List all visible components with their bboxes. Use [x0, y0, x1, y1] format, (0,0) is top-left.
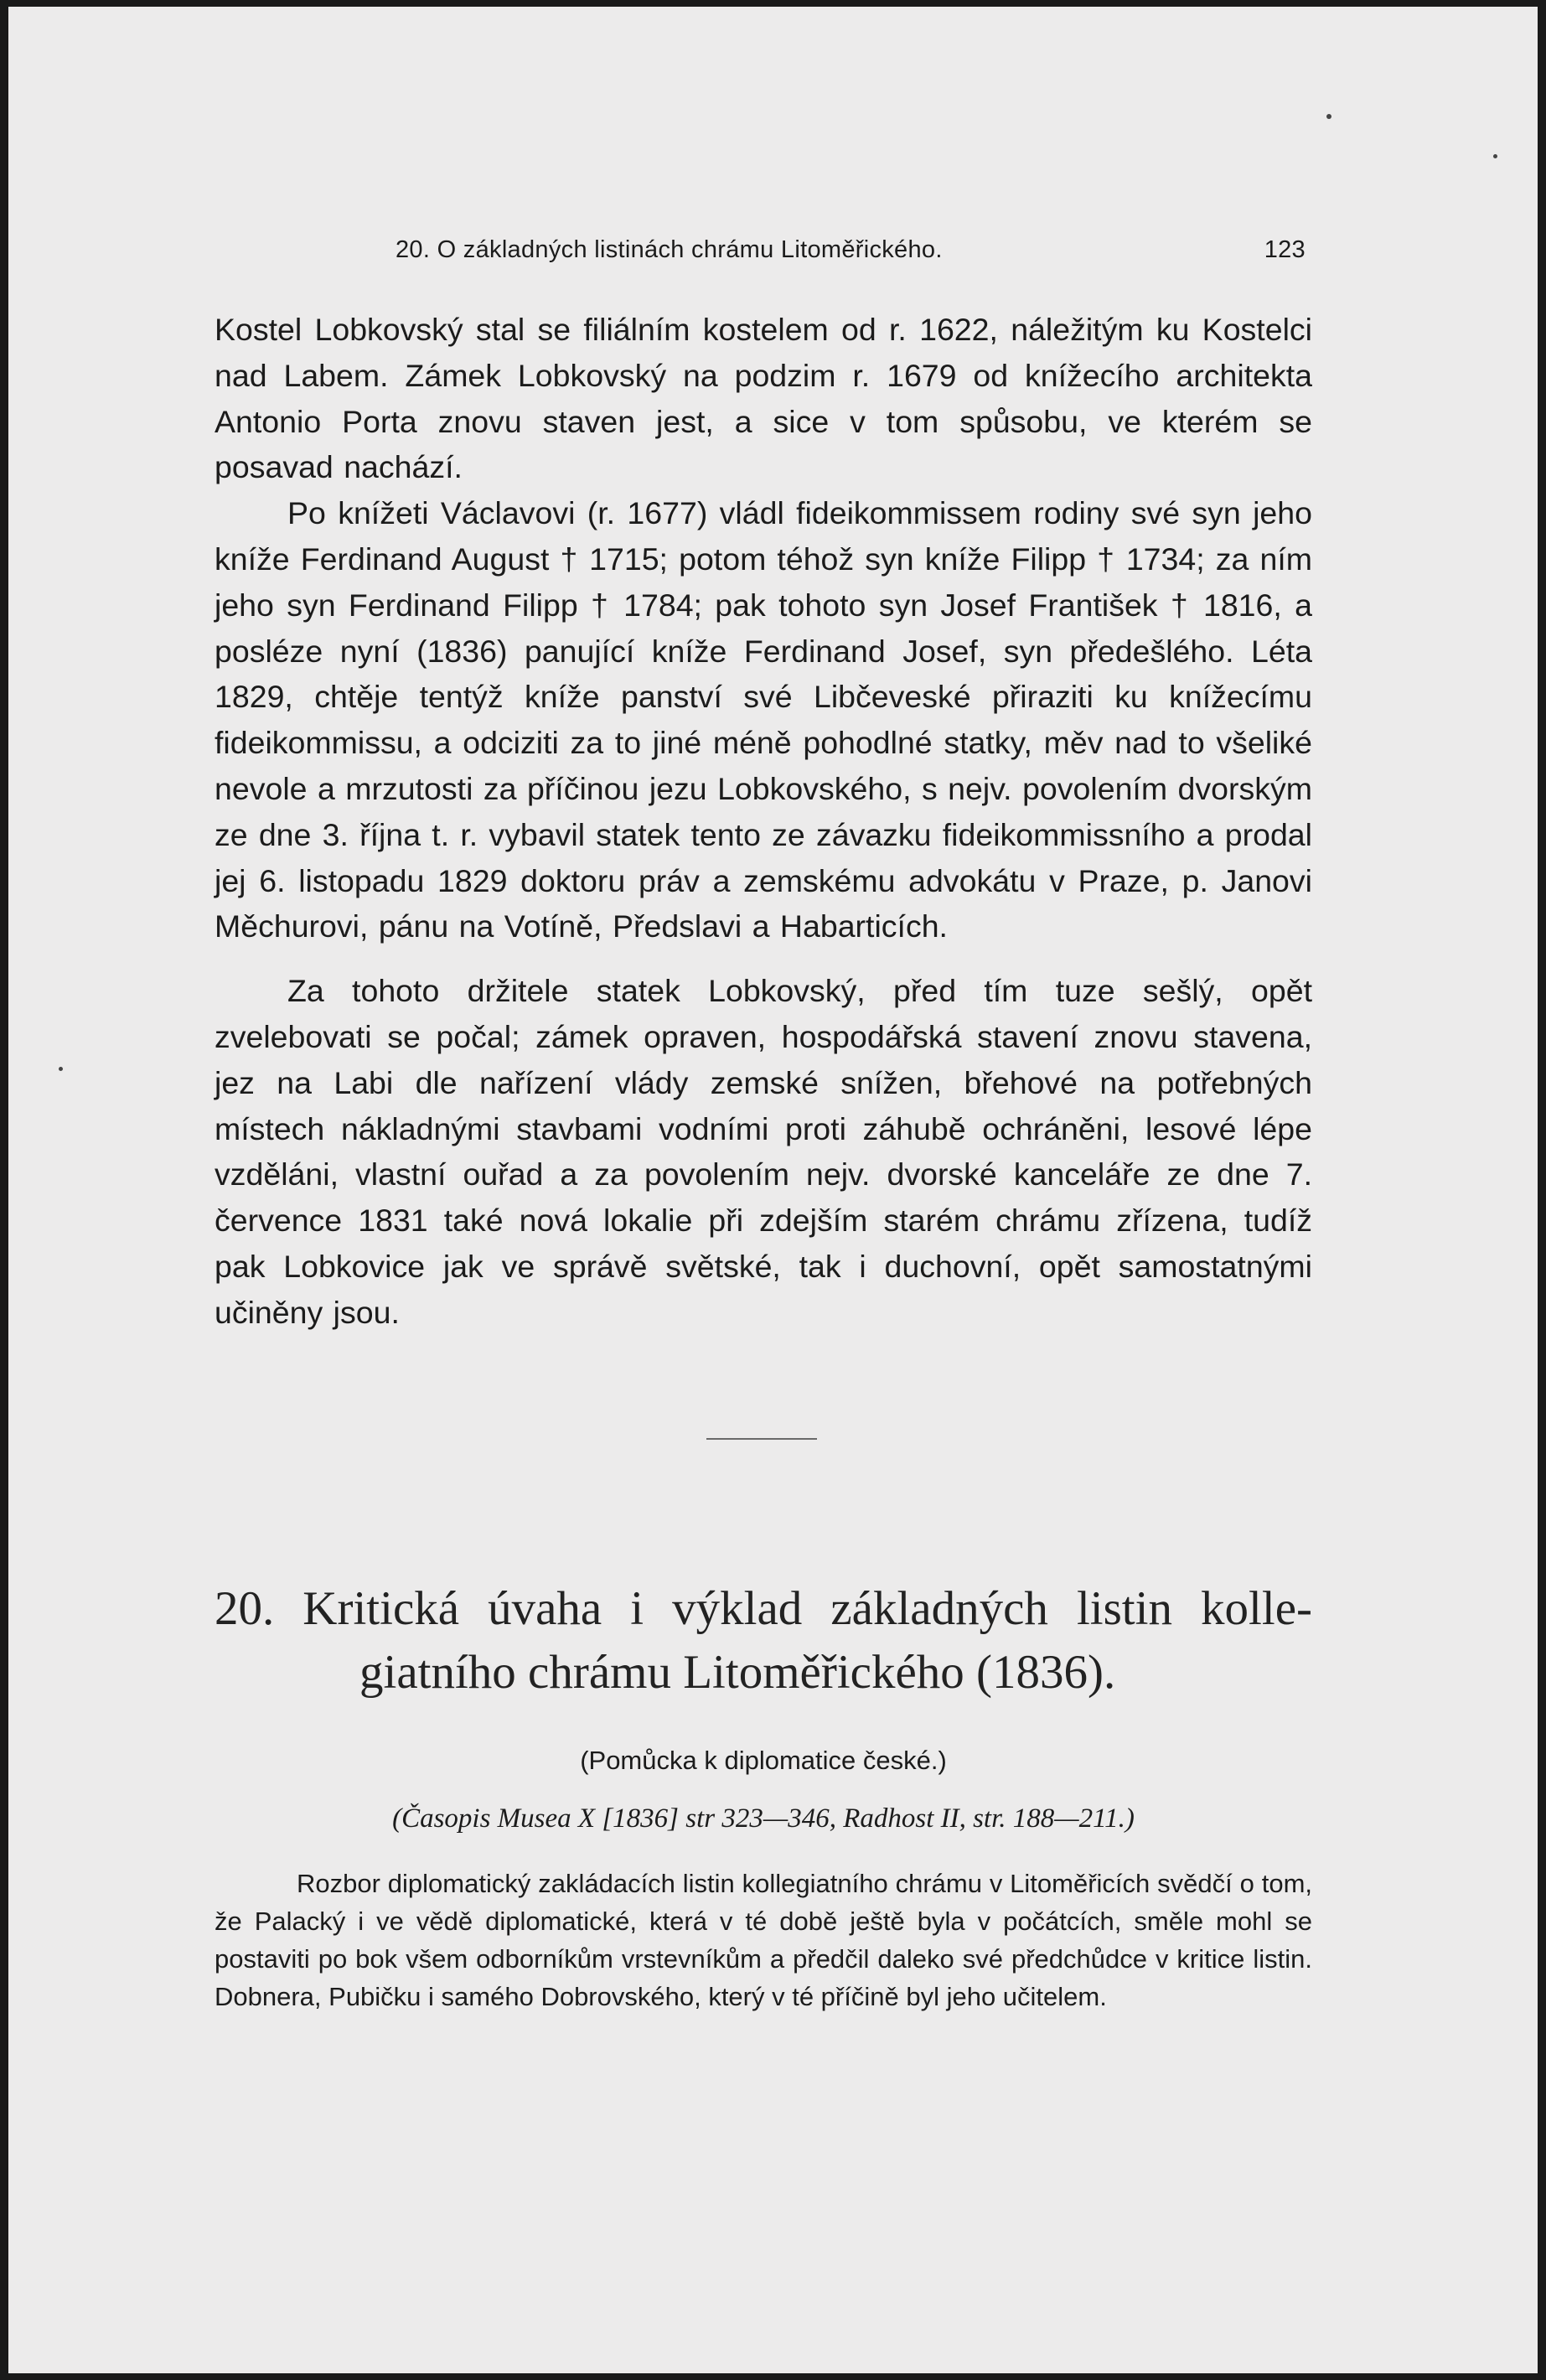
running-head	[215, 236, 1312, 270]
section-divider	[706, 1438, 817, 1440]
paragraph: Po knížeti Václavovi (r. 1677) vládl fideikommissem rodiny své syn jeho kníže Ferdinand August † 1715; potom téhož syn kníže Filipp † 1734; za ním jeho syn Ferdinand Filipp † 1784; pak tohoto syn Josef František † 1816, a posléze nyní (1836) panující kníže Ferdinand Josef, syn předešlého. Léta 1829, chtěje tentýž kníže panství své Libčeveské přiraziti ku knížecímu fideikommissu, a odciziti za to jiné méně pohodlné statky, měv nad to všeliké nevole a mrzutosti za příčinou jezu Lobkovského, s nejv. povolením dvorským ze dne 3. října t. r. vybavil statek tento ze závazku fideikommissního a prodal jej 6. listopadu 1829 doktoru práv a zemskému advokátu v Praze, p. Janovi Měchurovi, pánu na Votíně, Předslavi a Habarticích.	[215, 495, 1312, 944]
scan-speck	[1493, 154, 1497, 158]
paragraph: Kostel Lobkovský stal se filiálním kostelem od r. 1622, náležitým ku Kostelci nad Labem. Zámek Lobkovský na podzim r. 1679 od knížecího architekta Antonio Porta znovu staven jest, a sice v tom spůsobu, ve kterém se posavad nachází.	[215, 312, 1312, 485]
page-content	[215, 236, 1312, 2015]
body-text	[215, 307, 1312, 1336]
section-title	[215, 1577, 1312, 1705]
section-source: (Časopis Musea X [1836] str 323—346, Radhost II, str. 188—211.)	[392, 1803, 1135, 1834]
scan-speck	[1326, 114, 1331, 119]
page-number: 123	[1264, 236, 1306, 263]
scan-edge-bottom	[0, 2373, 1546, 2380]
scan-edge-left	[0, 0, 8, 2380]
section-abstract: Rozbor diplomatický zakládacích listin kollegiatního chrámu v Litoměřicích svědčí o tom, že Palacký i ve vědě diplomatické, která v té době ještě byla v počátcích, směle mohl se postaviti po bok všem odborníkům vrstevníkům a předčil daleko své předchůdce v kritice listin. Dobnera, Pubičku i samého Dobrovského, který v té příčině byl jeho učitelem.	[215, 1868, 1312, 2011]
section-subtitle: (Pomůcka k diplomatice české.)	[580, 1745, 947, 1775]
scan-edge-right	[1538, 0, 1546, 2380]
scan-edge-top	[0, 0, 1546, 7]
section-title-line-2: giatního chrámu Litoměřického (1836).	[359, 1645, 1116, 1699]
paragraph: Za tohoto držitele statek Lobkovský, před tím tuze sešlý, opět zvelebovati se počal; zámek opraven, hospodářská stavení znovu stavena, jez na Labi dle nařízení vlády zemské snížen, břehové na potřebných místech nákladnými stavbami vodními proti záhubě ochráněni, lesové lépe vzděláni, vlastní ouřad a za povolením nejv. dvorské kanceláře ze dne 7. července 1831 také nová lokalie při zdejším starém chrámu zřízena, tudíž pak Lobkovice jak ve správě světské, tak i duchovní, opět samostatnými učiněny jsou.	[215, 973, 1312, 1330]
scan-speck	[59, 1067, 63, 1071]
running-head-title: 20. O základných listinách chrámu Litoměřického.	[396, 236, 943, 263]
section-title-line-1: 20. Kritická úvaha i výklad základných listin kolle-	[215, 1581, 1312, 1635]
